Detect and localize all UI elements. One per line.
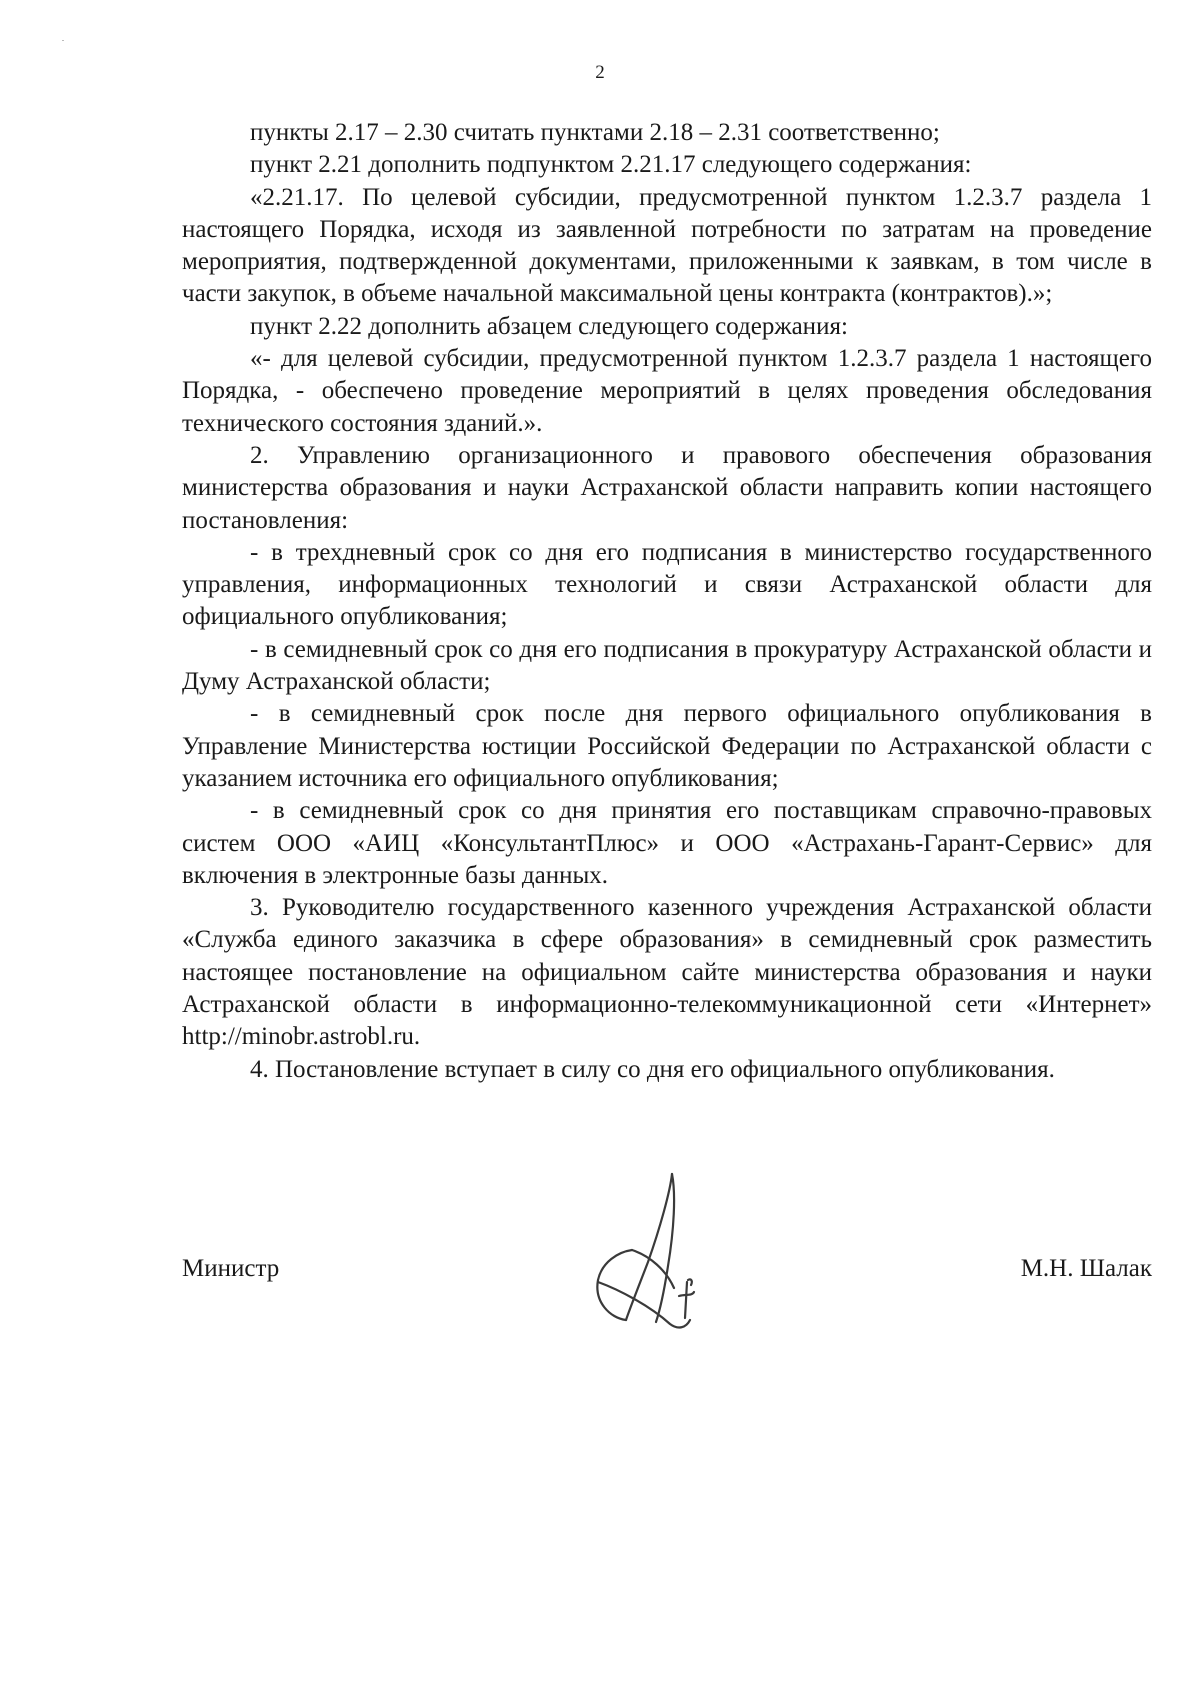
page-number: 2	[595, 62, 605, 83]
paragraph-item-4: 4. Постановление вступает в силу со дня его официального опубликования.	[250, 1055, 1055, 1083]
scan-artifact	[62, 40, 64, 41]
signatory-title: Министр	[182, 1255, 280, 1282]
paragraph-item-2-sub-4: - в семидневный срок со дня принятия его поставщикам справочно-правовых систем ООО «АИЦ «КонсультантПлюс» и ООО «Астрахань-Гарант-Сервис» для включения в электронные базы данных.	[182, 797, 1152, 889]
paragraph-item-2-sub-1: - в трехдневный срок со дня его подписания в министерство государственного управления, информационных технологий и связи Астраханской области для официального опубликования;	[182, 538, 1152, 631]
paragraph-item-2: 2. Управлению организационного и правового обеспечения образования министерства образования и науки Астраханской области направить копии настоящего постановления:	[182, 441, 1152, 534]
handwritten-signature-icon	[590, 1170, 740, 1335]
paragraph-item-2-sub-2: - в семидневный срок со дня его подписания в прокуратуру Астраханской области и Думу Астраханской области;	[182, 635, 1152, 696]
paragraph-amend-2-22: пункт 2.22 дополнить абзацем следующего содержания:	[250, 312, 848, 340]
paragraph-2-21-17: «2.21.17. По целевой субсидии, предусмотренной пунктом 1.2.3.7 раздела 1 настоящего Порядка, исходя из заявленной потребности по затратам на проведение мероприятия, подтвержденной документами, приложенными к заявкам, в том числе в части закупок, в объеме начальной максимальной цены контракта (контрактов).»;	[182, 183, 1152, 308]
paragraph-2-22-addition: «- для целевой субсидии, предусмотренной пунктом 1.2.3.7 раздела 1 настоящего Порядка, - обеспечено проведение мероприятий в целях проведения обследования технического состояния зданий.».	[182, 345, 1152, 437]
signatory-name: М.Н. Шалак	[1020, 1255, 1152, 1282]
document-body	[182, 117, 1152, 1086]
paragraph-item-3: 3. Руководителю государственного казенного учреждения Астраханской области «Служба единого заказчика в сфере образования» в семидневный срок разместить настоящее постановление на официальном сайте министерства образования и науки Астраханской области в информационно-телекоммуникационной сети «Интернет» http://minobr.astrobl.ru.	[182, 894, 1152, 1051]
paragraph-item-2-sub-3: - в семидневный срок после дня первого официального опубликования в Управление Министерства юстиции Российской Федерации по Астраханской области с указанием источника его официального опубликования;	[182, 700, 1152, 792]
paragraph-renumber: пункты 2.17 – 2.30 считать пунктами 2.18 – 2.31 соответственно;	[250, 119, 940, 146]
paragraph-amend-2-21: пункт 2.21 дополнить подпунктом 2.21.17 следующего содержания:	[250, 151, 972, 179]
